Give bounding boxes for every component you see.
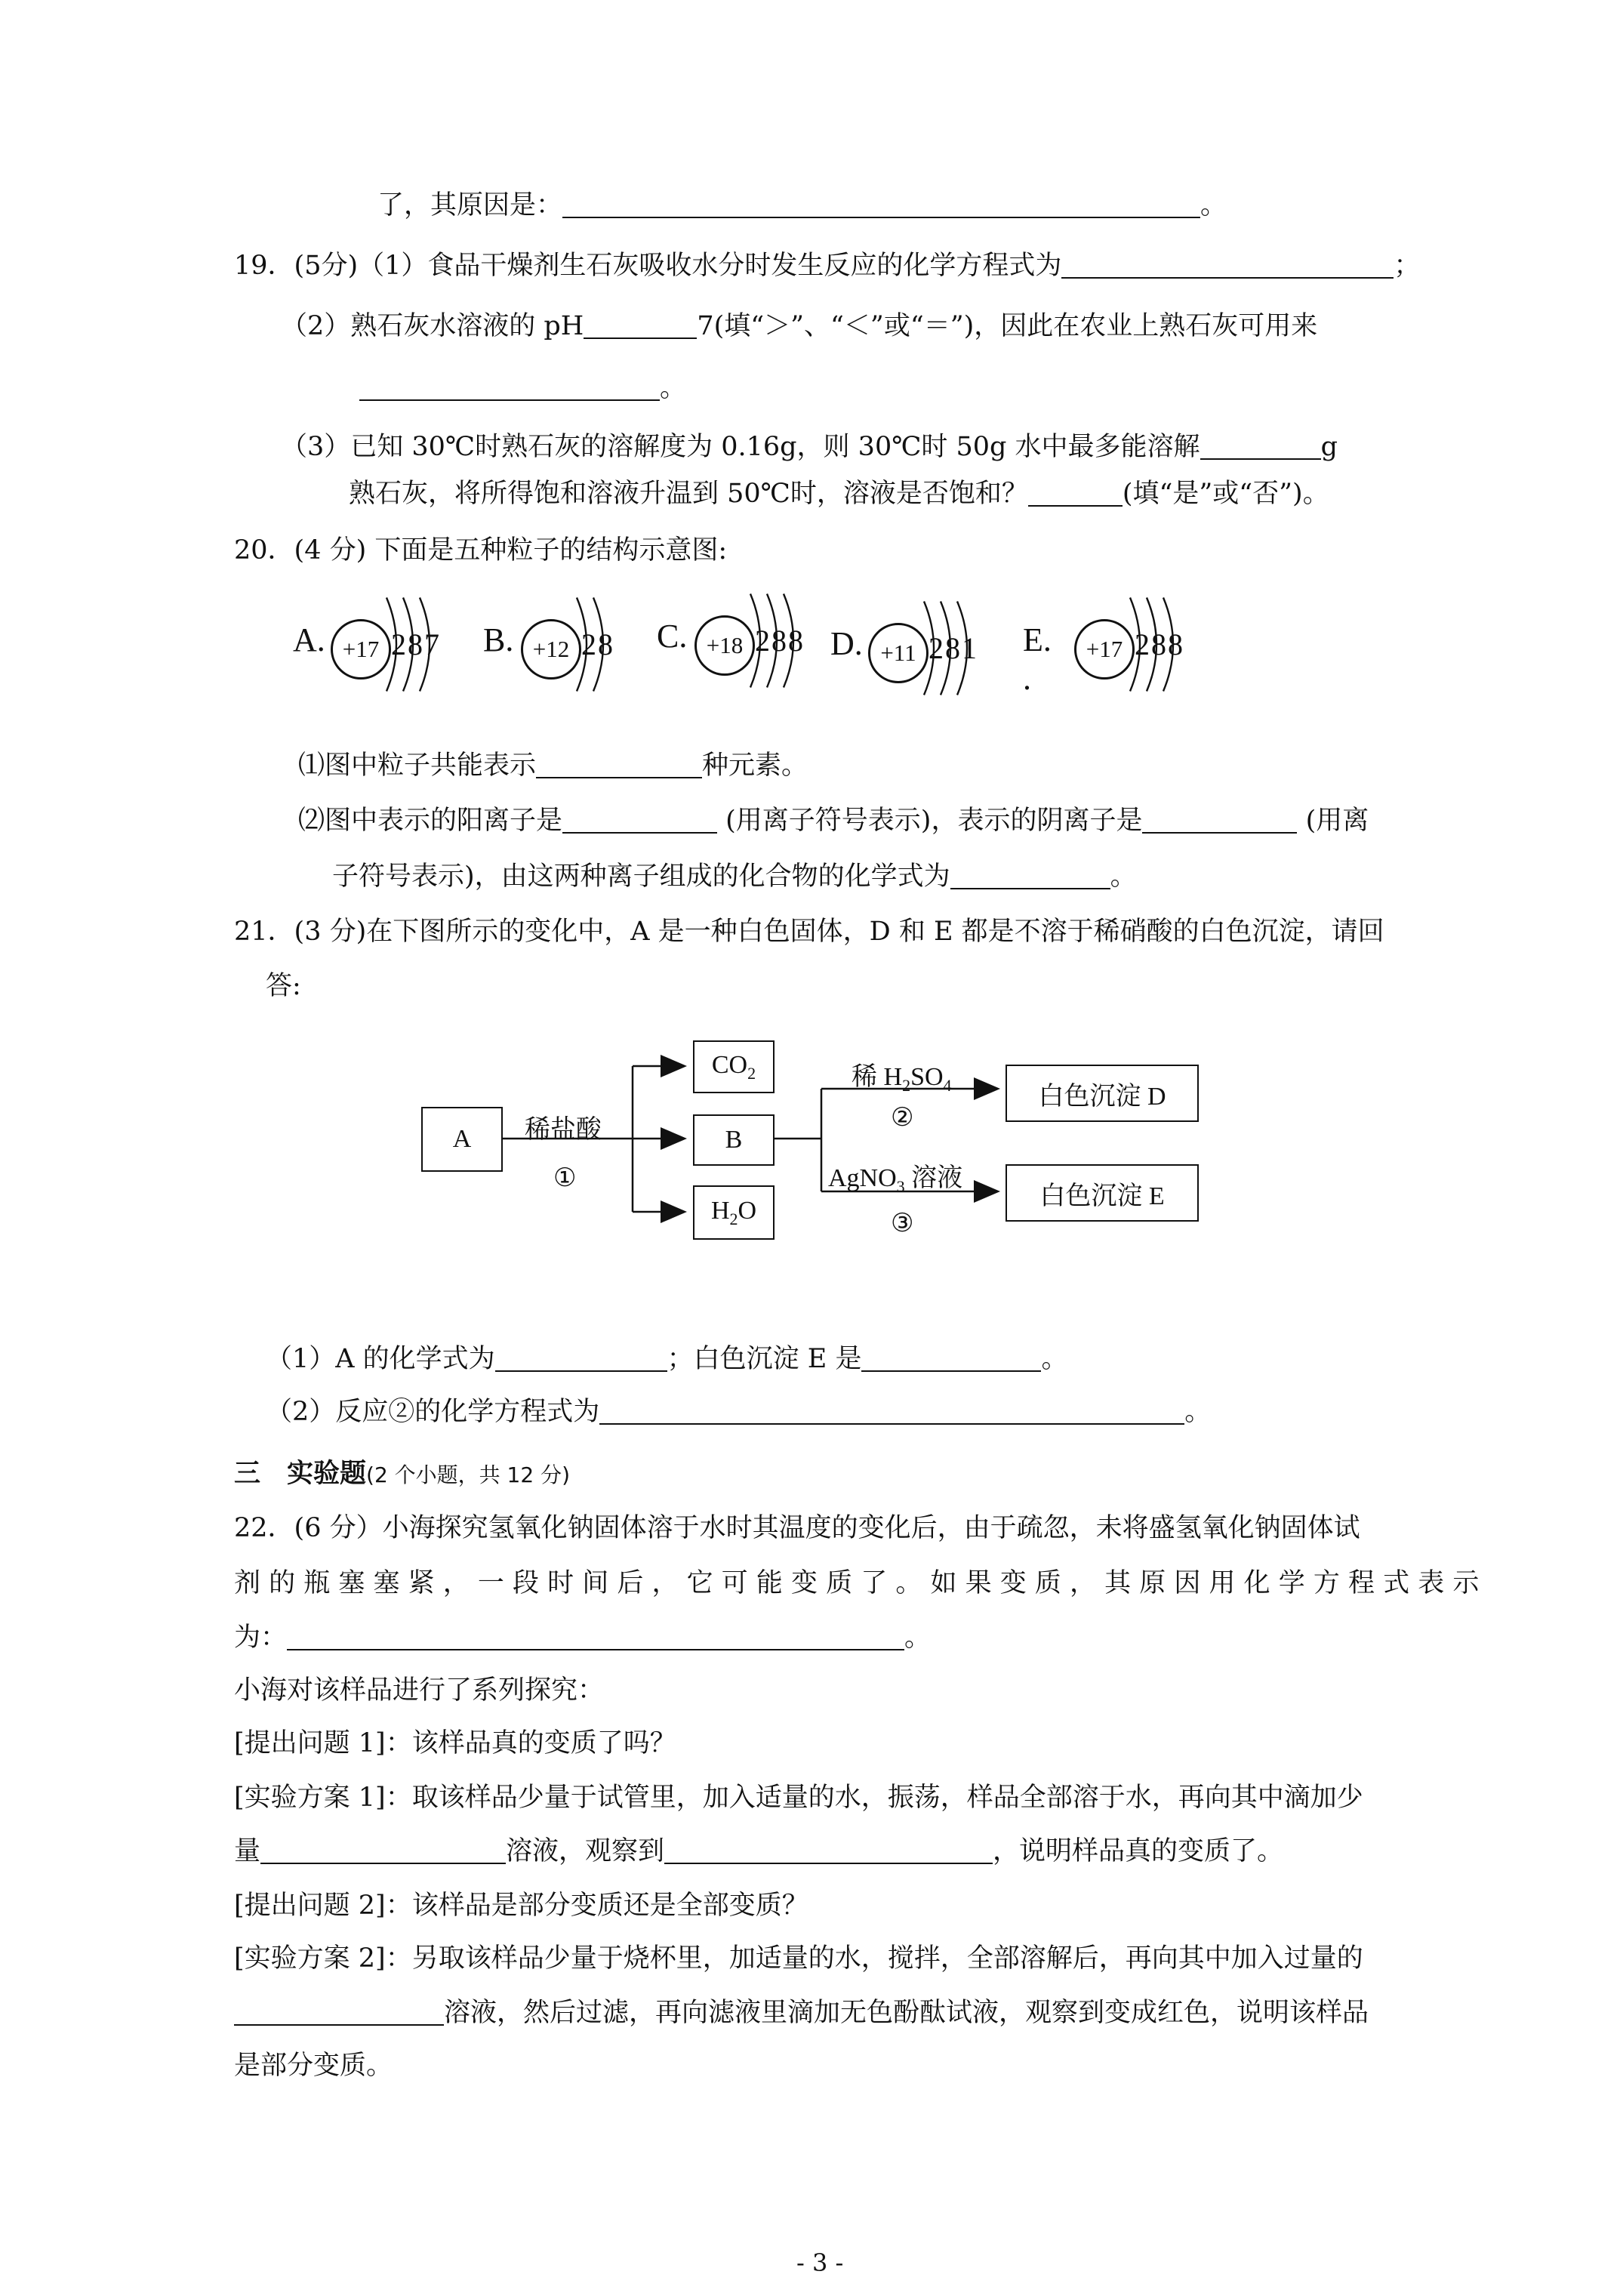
q19-3-text-a: （3）已知 30℃时熟石灰的溶解度为 0.16g，则 30℃时 50g 水中最多能溶解 bbox=[281, 432, 1200, 462]
particle-a-electrons: 287 bbox=[391, 627, 441, 661]
particle-a-nucleus bbox=[331, 619, 391, 680]
q22-line-10 bbox=[234, 1995, 1369, 2031]
node-co2-label: $CO_2$ bbox=[711, 1050, 756, 1083]
q22-stem-2: 剂 的 瓶 塞 塞 紧 ， 一 段 时 间 后 ， 它 可 能 变 质 了 。 如 果 变 质 ， 其 原 因 用 化 学 方 程 式 表 示 bbox=[234, 1568, 1480, 1598]
particle-c-electrons: 288 bbox=[755, 624, 805, 658]
q20-1-text-a: ⑴图中粒子共能表示 bbox=[298, 750, 537, 781]
particle-d-nucleus bbox=[868, 623, 929, 683]
node-precipitate-e bbox=[1006, 1164, 1199, 1222]
q21-2-text-a: （2）反应②的化学方程式为 bbox=[266, 1397, 600, 1427]
q21-formula-a-blank[interactable] bbox=[495, 1345, 667, 1372]
q21-sub-1 bbox=[266, 1341, 1068, 1377]
q19-2-text-b: 7(填“＞”、“＜”或“＝”)，因此在农业上熟石灰可用来 bbox=[697, 311, 1318, 341]
q20-element-count-blank[interactable] bbox=[536, 751, 702, 778]
particle-a-charge: +17 bbox=[342, 636, 380, 662]
q20-sub-2 bbox=[298, 803, 1369, 839]
q19-3-text-b: 熟石灰，将所得饱和溶液升温到 50℃时，溶液是否饱和？ bbox=[349, 479, 1028, 509]
q20-3-text-a: 子符号表示)，由这两种离子组成的化合物的化学式为 bbox=[332, 861, 950, 892]
q22-reagent-2-blank[interactable] bbox=[234, 1999, 444, 2026]
q22-line-6 bbox=[234, 1780, 1363, 1816]
q22-observation-blank[interactable] bbox=[664, 1837, 993, 1864]
step-1-marker: ① bbox=[553, 1164, 577, 1192]
q21-equation-blank[interactable] bbox=[599, 1398, 1184, 1425]
q18-answer-blank[interactable] bbox=[562, 191, 1200, 218]
node-co2 bbox=[693, 1040, 775, 1093]
q22-line-1 bbox=[234, 1510, 1360, 1546]
q22-plan-2: [实验方案 2]：另取该样品少量于烧杯里，加适量的水，搅拌，全部溶解后，再向其中加入过量的 bbox=[234, 1943, 1363, 1974]
q19-line-2 bbox=[281, 308, 1317, 344]
q22-question-1: [提出问题 1]：该样品真的变质了吗？ bbox=[234, 1728, 676, 1758]
q18-tail-prefix: 了，其原因是： bbox=[377, 190, 563, 220]
q20-1-text-b: 种元素。 bbox=[702, 750, 808, 781]
particle-e-electrons: 288 bbox=[1135, 627, 1184, 661]
node-precipitate-d bbox=[1006, 1065, 1199, 1122]
q22-plan-1-a: 量 bbox=[234, 1836, 261, 1866]
q22-line-7 bbox=[234, 1833, 1283, 1869]
particle-a-label: A. bbox=[293, 621, 325, 658]
q20-compound-blank[interactable] bbox=[950, 862, 1110, 889]
q22-line-8 bbox=[234, 1888, 808, 1924]
q21-2-text-b: 。 bbox=[1184, 1397, 1212, 1427]
node-d-label: 白色沉淀 D bbox=[1038, 1082, 1166, 1111]
q19-l3-end: 。 bbox=[660, 373, 687, 403]
particle-d-label: D. bbox=[830, 625, 863, 662]
reagent-dilute-hcl: 稀盐酸 bbox=[525, 1116, 602, 1144]
q21-1-text-a: （1）A 的化学式为 bbox=[266, 1344, 495, 1374]
particle-e-label: E. . bbox=[1023, 621, 1052, 697]
step-2-marker: ② bbox=[891, 1104, 914, 1132]
particle-d-electrons: 281 bbox=[929, 631, 978, 665]
node-b bbox=[693, 1114, 775, 1166]
q20-sub-1 bbox=[298, 747, 808, 784]
section-3-title: 三 实验题 bbox=[234, 1459, 367, 1489]
q22-plan-1: [实验方案 1]：取该样品少量于试管里，加入适量的水，振荡，样品全部溶于水，再向其中滴加少 bbox=[234, 1783, 1363, 1813]
q22-plan-2-c: 是部分变质。 bbox=[234, 2051, 393, 2081]
q19-1-blank[interactable] bbox=[1061, 251, 1394, 279]
particle-b-nucleus bbox=[521, 619, 581, 680]
node-h2o-label: $H_2O$ bbox=[710, 1196, 757, 1228]
reagent-agno3-solution: AgNO$_3$ 溶液 bbox=[828, 1164, 963, 1196]
particle-e-charge: +17 bbox=[1086, 636, 1123, 662]
particle-d-charge: +11 bbox=[880, 639, 916, 666]
q20-2-text-a: ⑵图中表示的阳离子是 bbox=[298, 806, 563, 836]
reagent-solution-word: 溶液 bbox=[904, 1164, 963, 1192]
q21-line-1 bbox=[234, 914, 1384, 950]
particle-c-charge: +18 bbox=[706, 632, 744, 658]
q21-stem-end: 答: bbox=[266, 971, 301, 1001]
q20-2-text-c: (用离 bbox=[1297, 806, 1369, 836]
q19-stem: 19．(5分)（1）食品干燥剂生石灰吸收水分时发生反应的化学方程式为 bbox=[234, 251, 1062, 281]
q22-line-3 bbox=[234, 1620, 931, 1656]
q20-2-text-b: (用离子符号表示)，表示的阴离子是 bbox=[717, 806, 1143, 836]
node-h2o bbox=[693, 1185, 775, 1240]
particle-b-charge: +12 bbox=[532, 636, 570, 662]
q19-3-saturated-blank[interactable] bbox=[1028, 479, 1123, 507]
q21-sub-2 bbox=[266, 1394, 1211, 1430]
particle-e-nucleus bbox=[1074, 619, 1135, 680]
q22-line-9 bbox=[234, 1940, 1363, 1977]
reagent-dilute-word: 稀 bbox=[852, 1063, 884, 1091]
q22-stem-3a: 为： bbox=[234, 1623, 288, 1653]
q20-title-text: 20．(4 分) 下面是五种粒子的结构示意图: bbox=[234, 535, 728, 566]
reagent-dilute-h2so4: 稀 $H_2SO_4$ bbox=[852, 1063, 952, 1095]
q19-line-1 bbox=[234, 248, 1420, 284]
node-a bbox=[421, 1107, 503, 1172]
q20-3-text-b: 。 bbox=[1110, 861, 1137, 892]
q20-cation-blank[interactable] bbox=[562, 806, 717, 834]
step-3-marker: ③ bbox=[891, 1210, 914, 1237]
q22-line-5 bbox=[234, 1725, 676, 1761]
node-a-label: A bbox=[452, 1125, 472, 1153]
q21-precipitate-e-blank[interactable] bbox=[861, 1345, 1041, 1372]
q22-stem-3b: 。 bbox=[904, 1623, 932, 1653]
q19-line-3 bbox=[359, 370, 686, 406]
q22-line-4 bbox=[234, 1672, 604, 1709]
node-e-label: 白色沉淀 E bbox=[1039, 1182, 1165, 1210]
q19-3-unit: g bbox=[1320, 432, 1338, 462]
q22-intro: 小海对该样品进行了系列探究： bbox=[234, 1675, 605, 1706]
particle-b-label: B. bbox=[483, 621, 514, 658]
q19-line-5 bbox=[349, 476, 1329, 512]
q19-line-4 bbox=[281, 429, 1338, 465]
q22-stem-1: 22．(6 分）小海探究氢氧化钠固体溶于水时其温度的变化后，由于疏忽，未将盛氢氧化钠固体试 bbox=[234, 1513, 1360, 1543]
q22-line-2 bbox=[234, 1565, 1479, 1601]
q21-flow-arrows bbox=[0, 1027, 1623, 1329]
q22-plan-2-b: 溶液，然后过滤，再向滤液里滴加无色酚酞试液，观察到变成红色，说明该样品 bbox=[444, 1998, 1369, 2028]
section-3-heading bbox=[234, 1456, 570, 1493]
q19-3-mass-blank[interactable] bbox=[1200, 433, 1321, 460]
q19-2-use-blank[interactable] bbox=[359, 374, 660, 401]
q19-2-text-a: （2）熟石灰水溶液的 pH bbox=[281, 311, 584, 341]
q19-l1-end: ； bbox=[1394, 251, 1421, 281]
page-number: - 3 - bbox=[796, 2248, 844, 2277]
q22-plan-1-c: ，说明样品真的变质了。 bbox=[993, 1836, 1284, 1866]
q21-1-text-c: 。 bbox=[1041, 1344, 1068, 1374]
particle-b-electrons: 28 bbox=[581, 627, 614, 661]
q21-1-text-b: ；白色沉淀 E 是 bbox=[667, 1344, 862, 1374]
particle-c-label: C. bbox=[657, 618, 688, 655]
q18-tail-line bbox=[377, 187, 1227, 223]
q20-shell-arcs bbox=[0, 574, 1623, 755]
q22-line-11 bbox=[234, 2048, 393, 2084]
q22-plan-1-b: 溶液，观察到 bbox=[506, 1836, 665, 1866]
node-b-label: B bbox=[725, 1126, 743, 1154]
q22-equation-blank[interactable] bbox=[287, 1623, 904, 1650]
q18-tail-suffix: 。 bbox=[1200, 190, 1227, 220]
q21-line-2 bbox=[266, 968, 301, 1004]
q22-question-2: [提出问题 2]：该样品是部分变质还是全部变质？ bbox=[234, 1891, 808, 1921]
q20-anion-blank[interactable] bbox=[1142, 806, 1297, 834]
q19-2-ph-blank[interactable] bbox=[584, 312, 697, 339]
q19-3-text-c: (填“是”或“否”)。 bbox=[1122, 479, 1329, 509]
particle-c-nucleus bbox=[694, 615, 755, 676]
section-3-note: (2 个小题，共 12 分) bbox=[366, 1462, 571, 1487]
q22-reagent-1-blank[interactable] bbox=[260, 1837, 506, 1864]
q20-sub-3 bbox=[332, 858, 1137, 895]
q21-stem: 21．(3 分)在下图所示的变化中，A 是一种白色固体，D 和 E 都是不溶于稀硝酸的白色沉淀，请回 bbox=[234, 917, 1384, 947]
q20-title bbox=[234, 532, 727, 569]
